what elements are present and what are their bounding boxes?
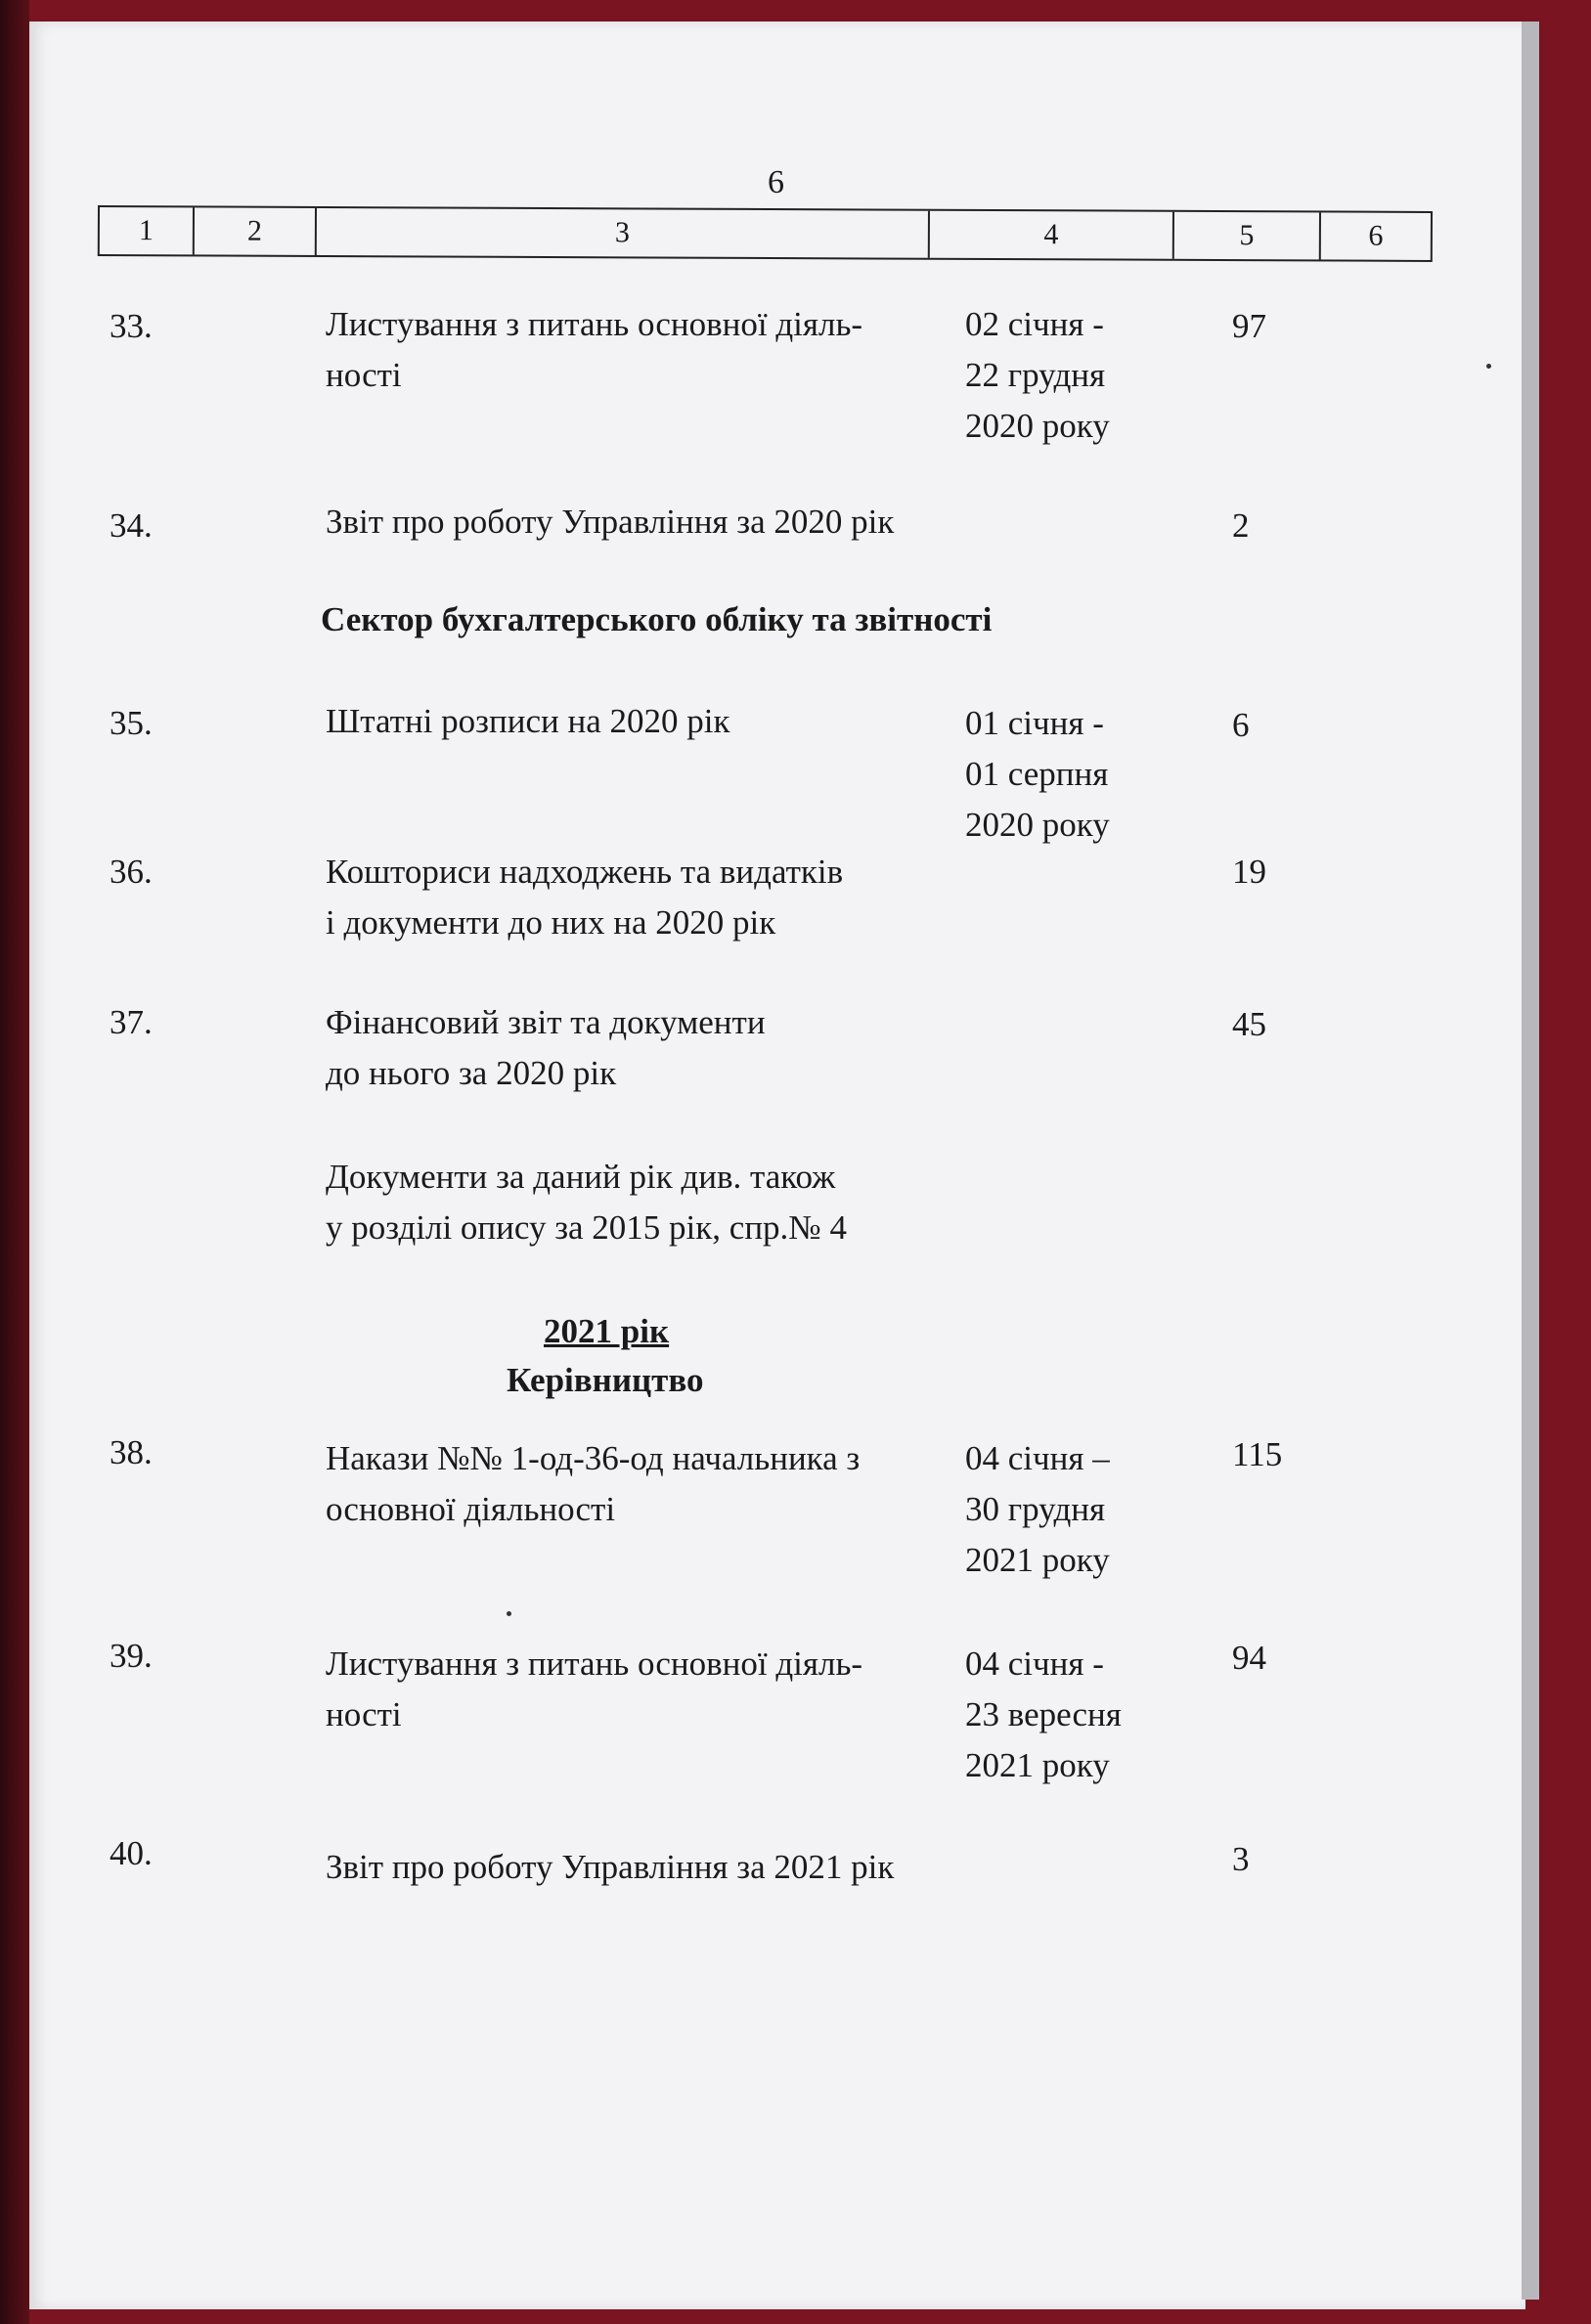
entry-36-count: 19 (1232, 853, 1266, 891)
section-heading-management: Керівництво (507, 1361, 704, 1399)
entry-38-title-line-1: Накази №№ 1-од-36-од начальника з (326, 1439, 861, 1477)
entry-35-date-line-1: 01 січня - (965, 704, 1104, 742)
entry-36-title-line-2: і документи до них на 2020 рік (326, 903, 776, 942)
entry-34-number: 34. (110, 506, 153, 545)
note-line-1: Документи за даний рік див. також (326, 1158, 836, 1196)
entry-34-title-line-1: Звіт про роботу Управління за 2020 рік (326, 503, 895, 541)
entry-35-count: 6 (1232, 706, 1250, 744)
entry-38-count: 115 (1232, 1435, 1283, 1473)
entry-39-title-line-2: ності (326, 1695, 402, 1733)
book-binding-shadow (0, 0, 29, 2324)
column-header-4: 4 (930, 211, 1174, 259)
entry-37-number: 37. (110, 1003, 153, 1041)
section-heading-accounting: Сектор бухгалтерського обліку та звітності (321, 600, 993, 638)
page-number: 6 (768, 164, 784, 200)
entry-39-number: 39. (110, 1637, 153, 1675)
column-header-row (98, 205, 1433, 262)
entry-33-date-line-2: 22 грудня (965, 356, 1106, 394)
entry-39-date-line-2: 23 вересня (965, 1695, 1122, 1733)
column-header-2: 2 (195, 207, 317, 255)
entry-38-title-line-2: основної діяльності (326, 1490, 616, 1528)
entry-35-date-line-3: 2020 року (965, 806, 1110, 844)
entry-35-number: 35. (110, 704, 153, 742)
entry-33-count: 97 (1232, 307, 1266, 345)
entry-40-title-line-1: Звіт про роботу Управління за 2021 рік (326, 1848, 895, 1886)
entry-36-title-line-1: Кошториси надходжень та видатків (326, 853, 844, 891)
entry-38-date-line-1: 04 січня – (965, 1439, 1110, 1477)
entry-39-date-line-1: 04 січня - (965, 1644, 1104, 1683)
entry-39-date-line-3: 2021 року (965, 1746, 1110, 1784)
entry-33-title-line-1: Листування з питань основної діяль- (326, 305, 863, 343)
entry-33-number: 33. (110, 307, 153, 345)
entry-39-title-line-1: Листування з питань основної діяль- (326, 1644, 863, 1683)
column-header-1: 1 (100, 207, 195, 254)
entry-37-title-line-1: Фінансовий звіт та документи (326, 1003, 766, 1041)
page-edge (1522, 22, 1539, 2300)
entry-36-number: 36. (110, 853, 153, 891)
entry-33-title-line-2: ності (326, 356, 402, 394)
speck-mark (507, 1611, 511, 1616)
entry-33-date-line-1: 02 січня - (965, 305, 1104, 343)
entry-33-date-line-3: 2020 року (965, 407, 1110, 445)
entry-38-date-line-3: 2021 року (965, 1541, 1110, 1579)
column-header-3: 3 (317, 208, 930, 258)
entry-39-count: 94 (1232, 1639, 1266, 1677)
column-header-6: 6 (1368, 219, 1384, 252)
note-line-2: у розділі опису за 2015 рік, спр.№ 4 (326, 1208, 847, 1247)
entry-38-date-line-2: 30 грудня (965, 1490, 1106, 1528)
entry-35-title-line-1: Штатні розписи на 2020 рік (326, 702, 730, 740)
entry-38-number: 38. (110, 1433, 153, 1471)
speck-mark (1486, 364, 1491, 369)
year-heading-2021: 2021 рік (544, 1312, 670, 1350)
entry-35-date-line-2: 01 серпня (965, 755, 1109, 793)
entry-37-title-line-2: до нього за 2020 рік (326, 1054, 617, 1092)
entry-40-number: 40. (110, 1834, 153, 1872)
column-header-5: 5 (1174, 212, 1321, 260)
entry-40-count: 3 (1232, 1840, 1250, 1878)
entry-34-count: 2 (1232, 506, 1250, 545)
entry-37-count: 45 (1232, 1005, 1266, 1043)
